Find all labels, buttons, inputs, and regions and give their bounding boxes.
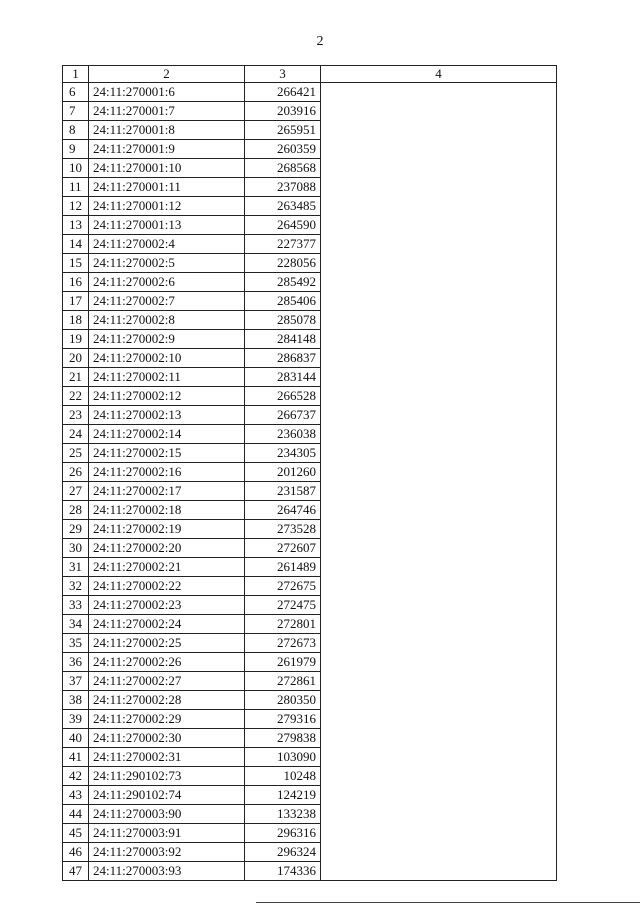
area-value: 266528 (245, 387, 321, 406)
area-value: 231587 (245, 482, 321, 501)
area-value: 264746 (245, 501, 321, 520)
cadastral-number: 24:11:270001:10 (89, 159, 245, 178)
area-value: 273528 (245, 520, 321, 539)
area-value: 260359 (245, 140, 321, 159)
cadastral-number: 24:11:270002:6 (89, 273, 245, 292)
cadastral-number: 24:11:270002:24 (89, 615, 245, 634)
cadastral-number: 24:11:270003:91 (89, 824, 245, 843)
cadastral-number: 24:11:270002:16 (89, 463, 245, 482)
row-number: 18 (63, 311, 89, 330)
cadastral-number: 24:11:270002:7 (89, 292, 245, 311)
area-value: 268568 (245, 159, 321, 178)
row-number: 36 (63, 653, 89, 672)
row-number: 25 (63, 444, 89, 463)
cadastral-number: 24:11:270003:92 (89, 843, 245, 862)
area-value: 285492 (245, 273, 321, 292)
row-number: 21 (63, 368, 89, 387)
row-number: 44 (63, 805, 89, 824)
area-value: 124219 (245, 786, 321, 805)
cadastral-number: 24:11:270001:12 (89, 197, 245, 216)
area-value: 203916 (245, 102, 321, 121)
row-number: 16 (63, 273, 89, 292)
cadastral-number: 24:11:270001:8 (89, 121, 245, 140)
row-number: 12 (63, 197, 89, 216)
cadastral-number: 24:11:270002:26 (89, 653, 245, 672)
area-value: 279838 (245, 729, 321, 748)
cadastral-number: 24:11:270003:93 (89, 862, 245, 881)
row-number: 31 (63, 558, 89, 577)
cadastral-number: 24:11:270001:13 (89, 216, 245, 235)
area-value: 272673 (245, 634, 321, 653)
cadastral-number: 24:11:270002:29 (89, 710, 245, 729)
row-number: 14 (63, 235, 89, 254)
area-value: 103090 (245, 748, 321, 767)
area-value: 237088 (245, 178, 321, 197)
header-col-3: 3 (245, 66, 321, 83)
area-value: 280350 (245, 691, 321, 710)
row-number: 34 (63, 615, 89, 634)
area-value: 264590 (245, 216, 321, 235)
area-value: 272475 (245, 596, 321, 615)
area-value: 236038 (245, 425, 321, 444)
row-number: 17 (63, 292, 89, 311)
cadastral-number: 24:11:270002:27 (89, 672, 245, 691)
area-value: 234305 (245, 444, 321, 463)
row-number: 41 (63, 748, 89, 767)
header-col-1: 1 (63, 66, 89, 83)
row-number: 19 (63, 330, 89, 349)
header-col-2: 2 (89, 66, 245, 83)
row-number: 27 (63, 482, 89, 501)
cadastral-number: 24:11:270002:23 (89, 596, 245, 615)
cadastral-number: 24:11:270002:17 (89, 482, 245, 501)
area-value: 265951 (245, 121, 321, 140)
cadastral-number: 24:11:270002:31 (89, 748, 245, 767)
cadastral-number: 24:11:270002:20 (89, 539, 245, 558)
row-number: 6 (63, 83, 89, 102)
row-number: 33 (63, 596, 89, 615)
cadastral-number: 24:11:290102:73 (89, 767, 245, 786)
area-value: 272675 (245, 577, 321, 596)
area-value: 261979 (245, 653, 321, 672)
row-number: 26 (63, 463, 89, 482)
cadastral-number: 24:11:270002:28 (89, 691, 245, 710)
cadastral-number: 24:11:270002:19 (89, 520, 245, 539)
row-number: 42 (63, 767, 89, 786)
cadastral-number: 24:11:270002:22 (89, 577, 245, 596)
table-row (63, 83, 557, 102)
cadastral-number: 24:11:270002:15 (89, 444, 245, 463)
row-number: 46 (63, 843, 89, 862)
row-number: 9 (63, 140, 89, 159)
area-value: 266421 (245, 83, 321, 102)
row-number: 23 (63, 406, 89, 425)
area-value: 279316 (245, 710, 321, 729)
cadastral-number: 24:11:270001:7 (89, 102, 245, 121)
area-value: 228056 (245, 254, 321, 273)
cadastral-number: 24:11:270001:6 (89, 83, 245, 102)
footer-rule (256, 902, 640, 903)
table-header (63, 66, 557, 83)
cadastral-number: 24:11:270002:12 (89, 387, 245, 406)
note-column-cell (321, 83, 557, 881)
row-number: 7 (63, 102, 89, 121)
cadastral-number: 24:11:270002:8 (89, 311, 245, 330)
area-value: 266737 (245, 406, 321, 425)
cadastral-number: 24:11:270002:10 (89, 349, 245, 368)
cadastral-number: 24:11:270001:9 (89, 140, 245, 159)
area-value: 227377 (245, 235, 321, 254)
row-number: 37 (63, 672, 89, 691)
row-number: 8 (63, 121, 89, 140)
parcel-table (62, 65, 557, 881)
row-number: 24 (63, 425, 89, 444)
area-value: 10248 (245, 767, 321, 786)
cadastral-number: 24:11:270002:21 (89, 558, 245, 577)
table-body (63, 83, 557, 881)
cadastral-number: 24:11:290102:74 (89, 786, 245, 805)
area-value: 296324 (245, 843, 321, 862)
header-row (63, 66, 557, 83)
cadastral-number: 24:11:270002:30 (89, 729, 245, 748)
row-number: 47 (63, 862, 89, 881)
area-value: 285078 (245, 311, 321, 330)
area-value: 285406 (245, 292, 321, 311)
cadastral-number: 24:11:270002:4 (89, 235, 245, 254)
area-value: 174336 (245, 862, 321, 881)
page-number: 2 (316, 34, 324, 49)
area-value: 283144 (245, 368, 321, 387)
area-value: 284148 (245, 330, 321, 349)
cadastral-number: 24:11:270002:13 (89, 406, 245, 425)
row-number: 45 (63, 824, 89, 843)
cadastral-number: 24:11:270002:18 (89, 501, 245, 520)
row-number: 10 (63, 159, 89, 178)
area-value: 272861 (245, 672, 321, 691)
row-number: 15 (63, 254, 89, 273)
row-number: 39 (63, 710, 89, 729)
row-number: 22 (63, 387, 89, 406)
area-value: 133238 (245, 805, 321, 824)
row-number: 35 (63, 634, 89, 653)
cadastral-number: 24:11:270002:5 (89, 254, 245, 273)
area-value: 261489 (245, 558, 321, 577)
row-number: 13 (63, 216, 89, 235)
area-value: 201260 (245, 463, 321, 482)
cadastral-number: 24:11:270002:9 (89, 330, 245, 349)
area-value: 272801 (245, 615, 321, 634)
area-value: 286837 (245, 349, 321, 368)
area-value: 272607 (245, 539, 321, 558)
row-number: 40 (63, 729, 89, 748)
row-number: 30 (63, 539, 89, 558)
area-value: 296316 (245, 824, 321, 843)
area-value: 263485 (245, 197, 321, 216)
header-col-4: 4 (321, 66, 557, 83)
cadastral-number: 24:11:270001:11 (89, 178, 245, 197)
row-number: 28 (63, 501, 89, 520)
row-number: 38 (63, 691, 89, 710)
cadastral-number: 24:11:270002:14 (89, 425, 245, 444)
row-number: 43 (63, 786, 89, 805)
cadastral-number: 24:11:270002:25 (89, 634, 245, 653)
cadastral-number: 24:11:270002:11 (89, 368, 245, 387)
row-number: 11 (63, 178, 89, 197)
row-number: 20 (63, 349, 89, 368)
row-number: 32 (63, 577, 89, 596)
cadastral-number: 24:11:270003:90 (89, 805, 245, 824)
row-number: 29 (63, 520, 89, 539)
